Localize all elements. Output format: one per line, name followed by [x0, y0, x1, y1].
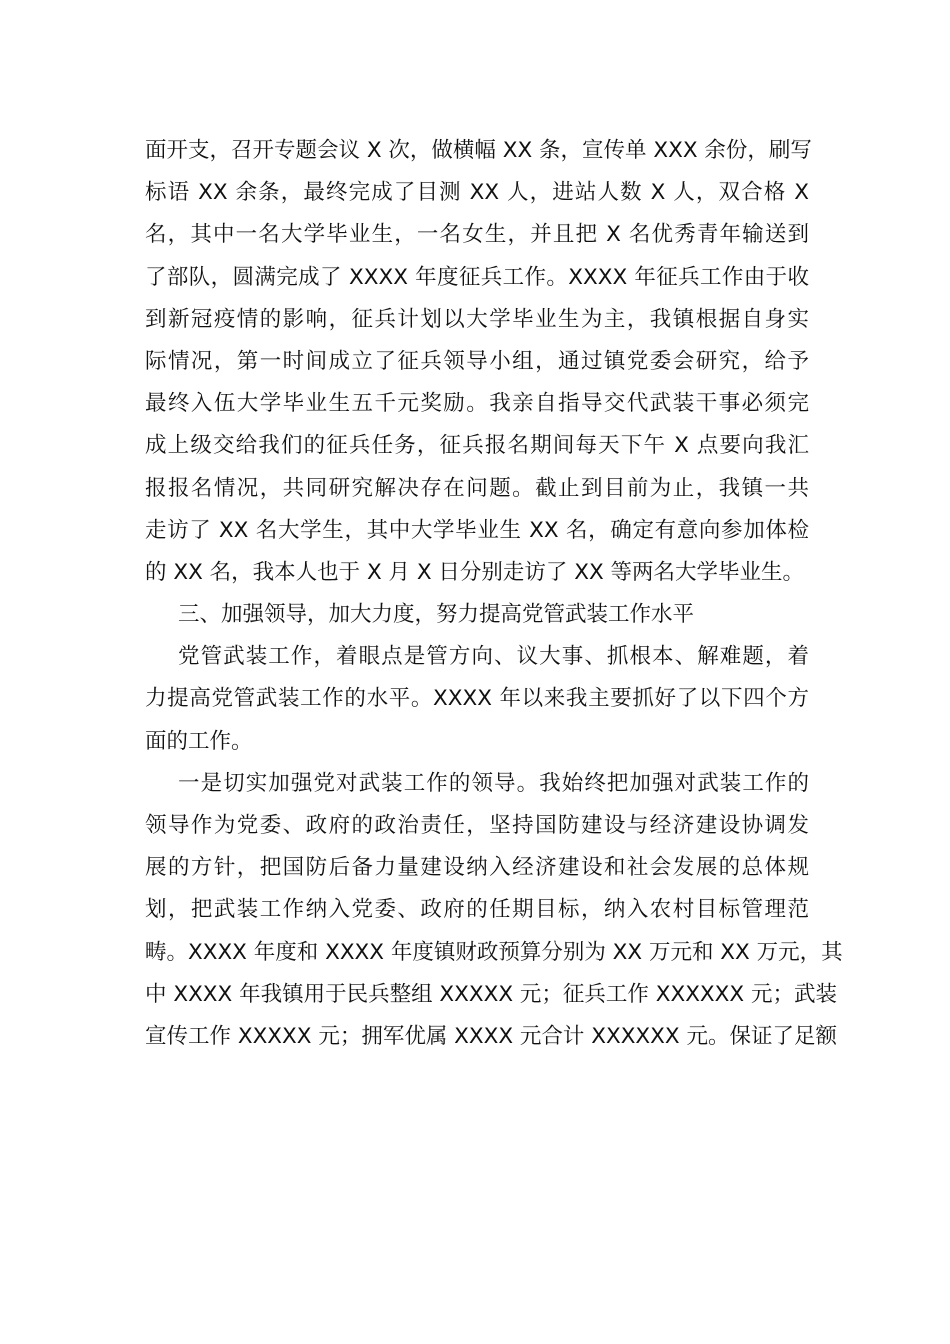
text-line: 走访了 XX 名大学生，其中大学毕业生 XX 名，确定有意向参加体检	[145, 517, 809, 543]
text-line: 成上级交给我们的征兵任务，征兵报名期间每天下午 X 点要向我汇	[145, 433, 809, 459]
paragraph-last-line: 面的工作。	[145, 728, 253, 754]
text-line: 畴。XXXX 年度和 XXXX 年度镇财政预算分别为 XX 万元和 XX 万元，其	[145, 939, 843, 965]
text-line: 名，其中一名大学毕业生，一名女生，并且把 X 名优秀青年输送到	[145, 222, 809, 248]
text-line: 报报名情况，共同研究解决存在问题。截止到目前为止，我镇一共	[145, 475, 809, 501]
text-line: 了部队，圆满完成了 XXXX 年度征兵工作。XXXX 年征兵工作由于收	[145, 264, 809, 290]
text-line: 最终入伍大学毕业生五千元奖励。我亲自指导交代武装干事必须完	[145, 391, 809, 417]
paragraph-last-line: 的 XX 名，我本人也于 X 月 X 日分别走访了 XX 等两名大学毕业生。	[145, 559, 805, 585]
text-line: 标语 XX 余条，最终完成了目测 XX 人，进站人数 X 人，双合格 X	[145, 180, 809, 206]
text-line: 到新冠疫情的影响，征兵计划以大学毕业生为主，我镇根据自身实	[145, 306, 809, 332]
section-heading: 三、加强领导，加大力度，努力提高党管武装工作水平	[178, 602, 695, 628]
text-line: 力提高党管武装工作的水平。XXXX 年以来我主要抓好了以下四个方	[145, 686, 809, 712]
text-line: 划，把武装工作纳入党委、政府的任期目标，纳入农村目标管理范	[145, 897, 809, 923]
text-line: 际情况，第一时间成立了征兵领导小组，通过镇党委会研究，给予	[145, 348, 809, 374]
text-line: 面开支，召开专题会议 X 次，做横幅 XX 条，宣传单 XXX 余份，刷写	[145, 138, 812, 163]
text-line: 中 XXXX 年我镇用于民兵整组 XXXXX 元；征兵工作 XXXXXX 元；武装	[145, 981, 837, 1007]
text-line: 展的方针，把国防后备力量建设纳入经济建设和社会发展的总体规	[145, 855, 809, 881]
paragraph-first-line: 一是切实加强党对武装工作的领导。我始终把加强对武装工作的	[178, 770, 809, 796]
text-line: 宣传工作 XXXXX 元；拥军优属 XXXX 元合计 XXXXXX 元。保证了足额	[145, 1023, 837, 1049]
document-body	[145, 130, 843, 1058]
paragraph-first-line: 党管武装工作，着眼点是管方向、议大事、抓根本、解难题，着	[178, 644, 809, 670]
text-line: 领导作为党委、政府的政治责任，坚持国防建设与经济建设协调发	[145, 813, 809, 838]
